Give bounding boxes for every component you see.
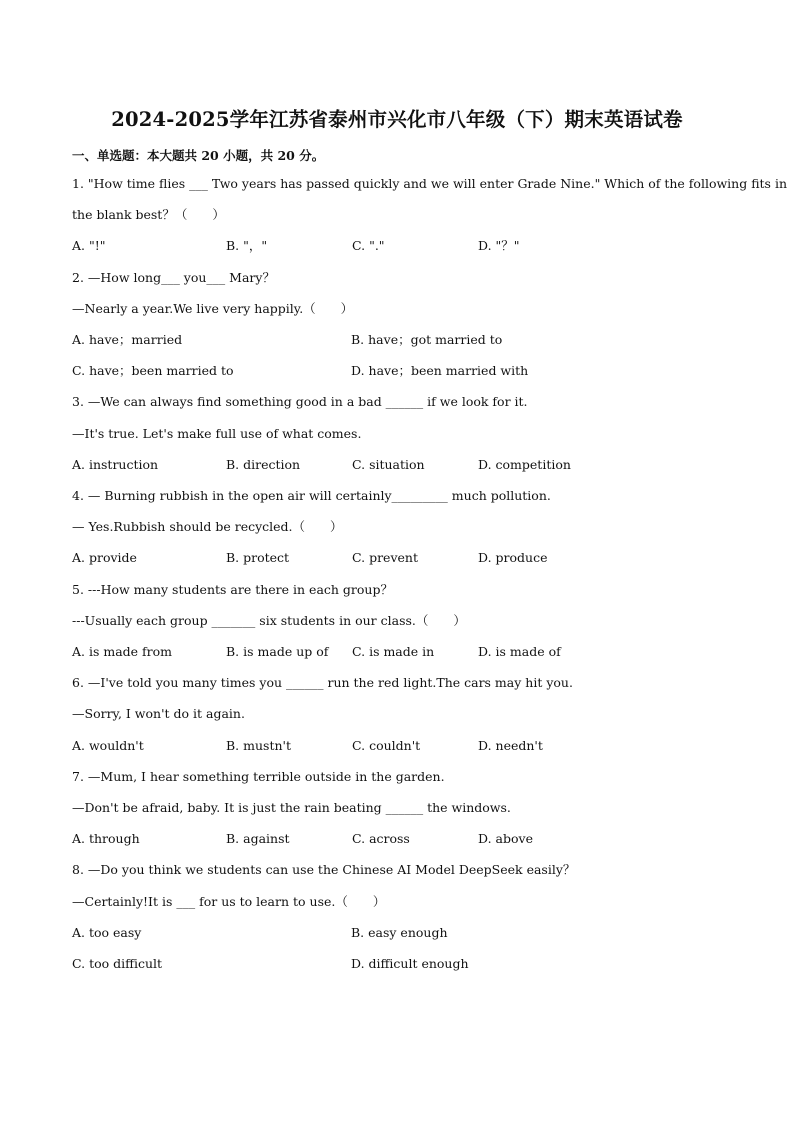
question-stem-line: — Yes.Rubbish should be recycled.（ ） <box>72 519 343 534</box>
question-stem-line: 3. —We can always find something good in a bad ______ if we look for it. <box>72 394 528 409</box>
answer-option[interactable]: A. through <box>72 831 140 846</box>
answer-option[interactable]: C. have；been married to <box>72 363 234 378</box>
question-stem-line: —It's true. Let's make full use of what comes. <box>72 426 362 441</box>
question-stem-line: 4. — Burning rubbish in the open air will certainly_________ much pollution. <box>72 488 551 503</box>
answer-option[interactable]: A. have；married <box>72 332 183 347</box>
answer-option[interactable]: A. wouldn't <box>72 738 144 753</box>
section-heading: 一、单选题：本大题共 20 小题，共 20 分。 <box>72 148 325 163</box>
answer-option[interactable]: B. direction <box>226 457 301 472</box>
answer-option[interactable]: A. provide <box>72 550 137 565</box>
answer-option[interactable]: D. is made of <box>478 644 561 659</box>
answer-option[interactable]: A. is made from <box>72 644 173 659</box>
answer-option[interactable]: B. against <box>226 831 290 846</box>
answer-option[interactable]: C. is made in <box>352 644 435 659</box>
answer-option[interactable]: C. situation <box>352 457 425 472</box>
answer-option[interactable]: A. too easy <box>72 925 142 940</box>
answer-option[interactable]: D. difficult enough <box>351 956 469 971</box>
answer-option[interactable]: B. is made up of <box>226 644 329 659</box>
question-stem-line: 8. —Do you think we students can use the Chinese AI Model DeepSeek easily？ <box>72 862 576 877</box>
answer-option[interactable]: A. "!" <box>72 238 106 253</box>
answer-option[interactable]: D. above <box>478 831 533 846</box>
answer-option[interactable]: C. too difficult <box>72 956 163 971</box>
answer-option[interactable]: B. mustn't <box>226 738 291 753</box>
question-stem-line: 7. —Mum, I hear something terrible outside in the garden. <box>72 769 445 784</box>
answer-option[interactable]: B. "，" <box>226 238 268 253</box>
answer-option[interactable]: B. have；got married to <box>351 332 503 347</box>
question-stem-line: —Don't be afraid, baby. It is just the rain beating ______ the windows. <box>72 800 511 815</box>
answer-option[interactable]: D. needn't <box>478 738 543 753</box>
answer-option[interactable]: B. easy enough <box>351 925 448 940</box>
answer-option[interactable]: D. competition <box>478 457 571 472</box>
answer-option[interactable]: C. "." <box>352 238 385 253</box>
question-stem-line: 6. —I've told you many times you ______ run the red light.The cars may hit you. <box>72 675 573 690</box>
question-stem-line: 2. —How long___ you___ Mary？ <box>72 270 275 285</box>
question-stem-line: —Certainly!It is ___ for us to learn to use.（ ） <box>72 894 386 909</box>
answer-option[interactable]: D. produce <box>478 550 548 565</box>
answer-option[interactable]: C. prevent <box>352 550 418 565</box>
question-stem-line: 5. ---How many students are there in each group？ <box>72 582 393 597</box>
question-stem-line: the blank best？（ ） <box>72 207 225 222</box>
answer-option[interactable]: D. have；been married with <box>351 363 529 378</box>
exam-title: 2024-2025学年江苏省泰州市兴化市八年级（下）期末英语试卷 <box>111 108 683 131</box>
answer-option[interactable]: C. couldn't <box>352 738 421 753</box>
answer-option[interactable]: C. across <box>352 831 410 846</box>
question-stem-line: ---Usually each group _______ six students in our class.（ ） <box>72 613 466 628</box>
question-stem-line: 1. "How time flies ___ Two years has passed quickly and we will enter Grade Nine." Which of the following fits in <box>72 176 787 191</box>
question-stem-line: —Nearly a year.We live very happily.（ ） <box>72 301 354 316</box>
answer-option[interactable]: B. protect <box>226 550 290 565</box>
question-stem-line: —Sorry, I won't do it again. <box>72 706 245 721</box>
answer-option[interactable]: A. instruction <box>72 457 159 472</box>
answer-option[interactable]: D. "？" <box>478 238 520 253</box>
